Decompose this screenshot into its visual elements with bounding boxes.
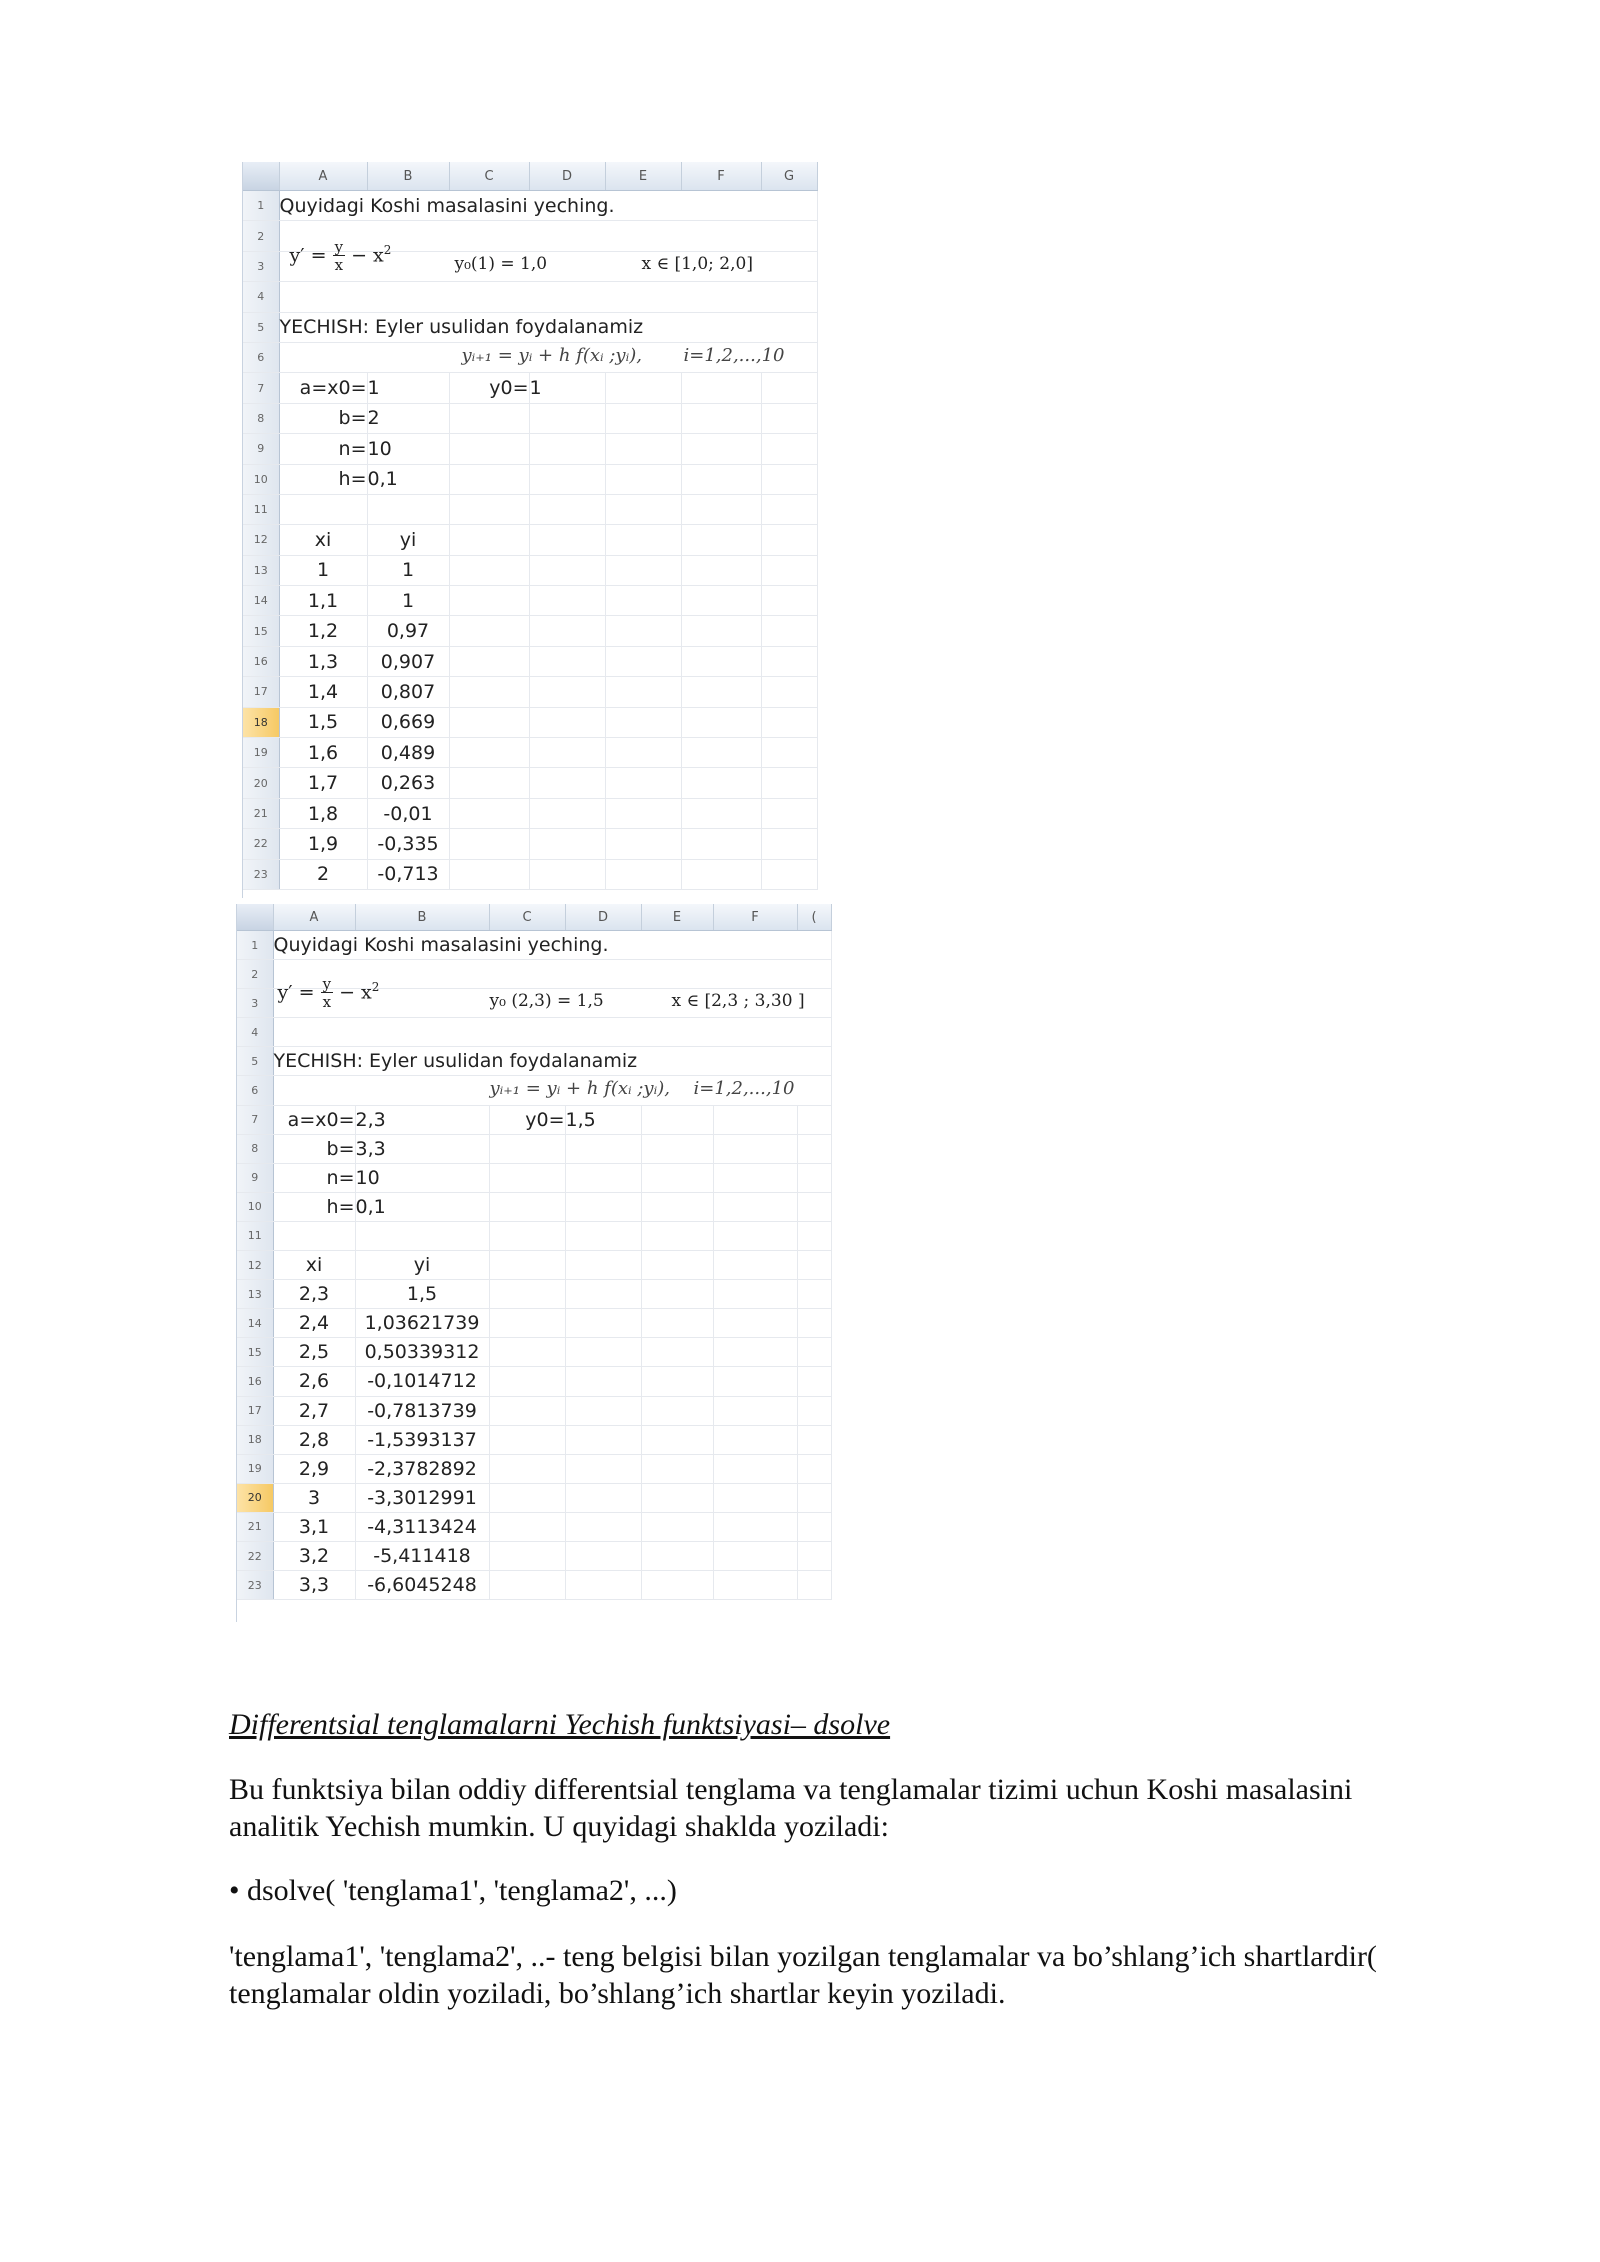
row-header[interactable]: 13: [237, 1280, 273, 1309]
yi-cell[interactable]: -6,6045248: [355, 1571, 489, 1600]
xi-cell[interactable]: 2,7: [273, 1396, 355, 1425]
row-header[interactable]: 9: [243, 434, 279, 464]
xi-cell[interactable]: 1,2: [279, 616, 367, 646]
column-header[interactable]: E: [605, 162, 681, 191]
column-header[interactable]: B: [367, 162, 449, 191]
column-header[interactable]: C: [449, 162, 529, 191]
xi-cell[interactable]: 2,6: [273, 1367, 355, 1396]
xi-cell[interactable]: 1,7: [279, 768, 367, 798]
xi-cell[interactable]: 2: [279, 859, 367, 889]
row-header[interactable]: 4: [237, 1018, 273, 1047]
y0-value: 1,5: [565, 1105, 641, 1134]
yi-header: yi: [355, 1251, 489, 1280]
ode-equation: y′ = $\frac{y}{x}$ − $x^2$: [277, 975, 380, 1012]
paragraph-arguments: 'tenglama1', 'tenglama2', ..- teng belgisi bilan yozilgan tenglamalar va bo’shlang’ich shartlardir( tenglamalar oldin yoziladi, bo’shlang’ich shartlar keyin yoziladi.: [229, 1940, 1377, 2010]
y0-value: 1: [529, 373, 605, 403]
row-header[interactable]: 5: [243, 312, 279, 342]
yi-cell[interactable]: -0,335: [367, 829, 449, 859]
param-value: 1: [367, 373, 449, 403]
xi-cell[interactable]: 3,2: [273, 1541, 355, 1570]
yi-cell[interactable]: -2,3782892: [355, 1454, 489, 1483]
xi-cell[interactable]: 2,8: [273, 1425, 355, 1454]
yi-cell[interactable]: 0,807: [367, 677, 449, 707]
xi-cell[interactable]: 2,9: [273, 1454, 355, 1483]
spreadsheet-screenshot-1: [242, 162, 817, 898]
column-header[interactable]: F: [713, 904, 797, 931]
row-header[interactable]: 3: [237, 989, 273, 1018]
row-header[interactable]: 23: [243, 859, 279, 889]
row-header[interactable]: 21: [237, 1512, 273, 1541]
row-header[interactable]: 19: [243, 738, 279, 768]
index-range: i=1,2,...,10: [683, 344, 785, 366]
param-value: 0,1: [355, 1192, 489, 1221]
xi-cell[interactable]: 2,5: [273, 1338, 355, 1367]
yi-cell[interactable]: -1,5393137: [355, 1425, 489, 1454]
xi-header: xi: [273, 1251, 355, 1280]
section-heading: Differentsial tenglamalarni Yechish funktsiyasi– dsolve: [229, 1708, 891, 1741]
xi-cell[interactable]: 1,1: [279, 586, 367, 616]
param-value: 0,1: [367, 464, 449, 494]
yi-cell[interactable]: -0,713: [367, 859, 449, 889]
row-header[interactable]: 6: [237, 1076, 273, 1105]
select-all-corner[interactable]: [243, 162, 279, 191]
yi-cell[interactable]: 0,263: [367, 768, 449, 798]
euler-formula: yᵢ₊₁ = yᵢ + h f(xᵢ ;yᵢ),: [461, 344, 642, 366]
param-label: a=x0=: [273, 1105, 355, 1134]
param-value: 2: [367, 403, 449, 433]
sheet-grid: [237, 904, 832, 1600]
row-header[interactable]: 21: [243, 798, 279, 828]
xi-header: xi: [279, 525, 367, 555]
yi-cell[interactable]: -3,3012991: [355, 1483, 489, 1512]
row-header[interactable]: 23: [237, 1571, 273, 1600]
column-header[interactable]: G: [761, 162, 817, 191]
param-label: a=x0=: [279, 373, 367, 403]
interval: x ∈ [1,0; 2,0]: [641, 253, 753, 274]
syntax-bullet: • dsolve( 'tenglama1', 'tenglama2', ...): [229, 1874, 677, 1907]
yi-header: yi: [367, 525, 449, 555]
row-header[interactable]: 17: [237, 1396, 273, 1425]
xi-cell[interactable]: 2,4: [273, 1309, 355, 1338]
row-header[interactable]: 14: [243, 586, 279, 616]
yi-cell[interactable]: -0,01: [367, 798, 449, 828]
xi-cell[interactable]: 1,8: [279, 798, 367, 828]
xi-cell[interactable]: 1,6: [279, 738, 367, 768]
xi-cell[interactable]: 3,3: [273, 1571, 355, 1600]
solution-label: YECHISH: Eyler usulidan foydalanamiz: [273, 1047, 831, 1076]
xi-cell[interactable]: 3: [273, 1483, 355, 1512]
yi-cell[interactable]: 1,03621739: [355, 1309, 489, 1338]
xi-cell[interactable]: 1,5: [279, 707, 367, 737]
column-header[interactable]: F: [681, 162, 761, 191]
xi-cell[interactable]: 1,4: [279, 677, 367, 707]
param-label: h=: [279, 464, 367, 494]
yi-cell[interactable]: -4,3113424: [355, 1512, 489, 1541]
spreadsheet-screenshot-2: [236, 904, 831, 1622]
column-header[interactable]: A: [279, 162, 367, 191]
select-all-corner[interactable]: [237, 904, 273, 931]
xi-cell[interactable]: 1,9: [279, 829, 367, 859]
row-header[interactable]: 7: [237, 1105, 273, 1134]
row-header[interactable]: 11: [243, 494, 279, 524]
euler-formula: yᵢ₊₁ = yᵢ + h f(xᵢ ;yᵢ),: [489, 1078, 670, 1100]
row-header[interactable]: 6: [243, 342, 279, 372]
xi-cell[interactable]: 2,3: [273, 1280, 355, 1309]
row-header[interactable]: 9: [237, 1163, 273, 1192]
yi-cell[interactable]: 0,489: [367, 738, 449, 768]
yi-cell[interactable]: 0,50339312: [355, 1338, 489, 1367]
row-header[interactable]: 1: [237, 931, 273, 960]
xi-cell[interactable]: 1: [279, 555, 367, 585]
row-header[interactable]: 8: [243, 403, 279, 433]
ode-equation: y′ = $\frac{y}{x}$ − $x^2$: [289, 237, 392, 274]
yi-cell[interactable]: 1: [367, 586, 449, 616]
row-header[interactable]: 12: [237, 1251, 273, 1280]
y0-label: y0=: [489, 1105, 565, 1134]
param-label: n=: [279, 434, 367, 464]
row-header[interactable]: 8: [237, 1134, 273, 1163]
initial-condition: y₀ (2,3) = 1,5: [489, 991, 604, 1012]
initial-condition: y₀(1) = 1,0: [454, 253, 548, 274]
column-header[interactable]: (: [797, 904, 831, 931]
param-value: 10: [355, 1163, 489, 1192]
paragraph-description: Bu funktsiya bilan oddiy differentsial tenglama va tenglamalar tizimi uchun Koshi masalasini analitik Yechish mumkin. U quyidagi shaklda yoziladi:: [229, 1773, 1353, 1843]
row-header[interactable]: 11: [237, 1221, 273, 1250]
row-header[interactable]: 16: [237, 1367, 273, 1396]
param-value: 3,3: [355, 1134, 489, 1163]
param-label: b=: [273, 1134, 355, 1163]
index-range: i=1,2,...,10: [693, 1078, 795, 1100]
param-label: n=: [273, 1163, 355, 1192]
row-header[interactable]: 4: [243, 282, 279, 312]
row-header[interactable]: 5: [237, 1047, 273, 1076]
column-header[interactable]: C: [489, 904, 565, 931]
row-header[interactable]: 20: [243, 768, 279, 798]
xi-cell[interactable]: 1,3: [279, 646, 367, 676]
param-value: 10: [367, 434, 449, 464]
row-header[interactable]: 19: [237, 1454, 273, 1483]
row-header[interactable]: 16: [243, 646, 279, 676]
column-header[interactable]: D: [565, 904, 641, 931]
y0-label: y0=: [449, 373, 529, 403]
row-header-selected[interactable]: 20: [237, 1483, 273, 1512]
row-header[interactable]: 17: [243, 677, 279, 707]
column-header[interactable]: E: [641, 904, 713, 931]
row-header[interactable]: 22: [237, 1541, 273, 1570]
sheet-grid: [243, 162, 818, 890]
row-header[interactable]: 10: [243, 464, 279, 494]
yi-cell[interactable]: 0,669: [367, 707, 449, 737]
row-header[interactable]: 12: [243, 525, 279, 555]
yi-cell[interactable]: 0,907: [367, 646, 449, 676]
row-header[interactable]: 18: [237, 1425, 273, 1454]
problem-title: Quyidagi Koshi masalasini yeching.: [279, 191, 817, 221]
row-header[interactable]: 22: [243, 829, 279, 859]
row-header[interactable]: 10: [237, 1192, 273, 1221]
row-header[interactable]: 2: [243, 221, 279, 251]
row-header[interactable]: 3: [243, 251, 279, 281]
yi-cell[interactable]: -0,7813739: [355, 1396, 489, 1425]
row-header[interactable]: 15: [237, 1338, 273, 1367]
row-header[interactable]: 14: [237, 1309, 273, 1338]
xi-cell[interactable]: 3,1: [273, 1512, 355, 1541]
solution-label: YECHISH: Eyler usulidan foydalanamiz: [279, 312, 817, 342]
row-header[interactable]: 2: [237, 960, 273, 989]
param-value: 2,3: [355, 1105, 489, 1134]
yi-cell[interactable]: 1: [367, 555, 449, 585]
column-header[interactable]: B: [355, 904, 489, 931]
problem-title: Quyidagi Koshi masalasini yeching.: [273, 931, 831, 960]
param-label: h=: [273, 1192, 355, 1221]
row-header[interactable]: 13: [243, 555, 279, 585]
yi-cell[interactable]: 0,97: [367, 616, 449, 646]
yi-cell[interactable]: 1,5: [355, 1280, 489, 1309]
column-header[interactable]: D: [529, 162, 605, 191]
yi-cell[interactable]: -0,1014712: [355, 1367, 489, 1396]
yi-cell[interactable]: -5,411418: [355, 1541, 489, 1570]
row-header[interactable]: 1: [243, 191, 279, 221]
column-header[interactable]: A: [273, 904, 355, 931]
param-label: b=: [279, 403, 367, 433]
row-header[interactable]: 7: [243, 373, 279, 403]
row-header-selected[interactable]: 18: [243, 707, 279, 737]
interval: x ∈ [2,3 ; 3,30 ]: [671, 991, 805, 1012]
row-header[interactable]: 15: [243, 616, 279, 646]
